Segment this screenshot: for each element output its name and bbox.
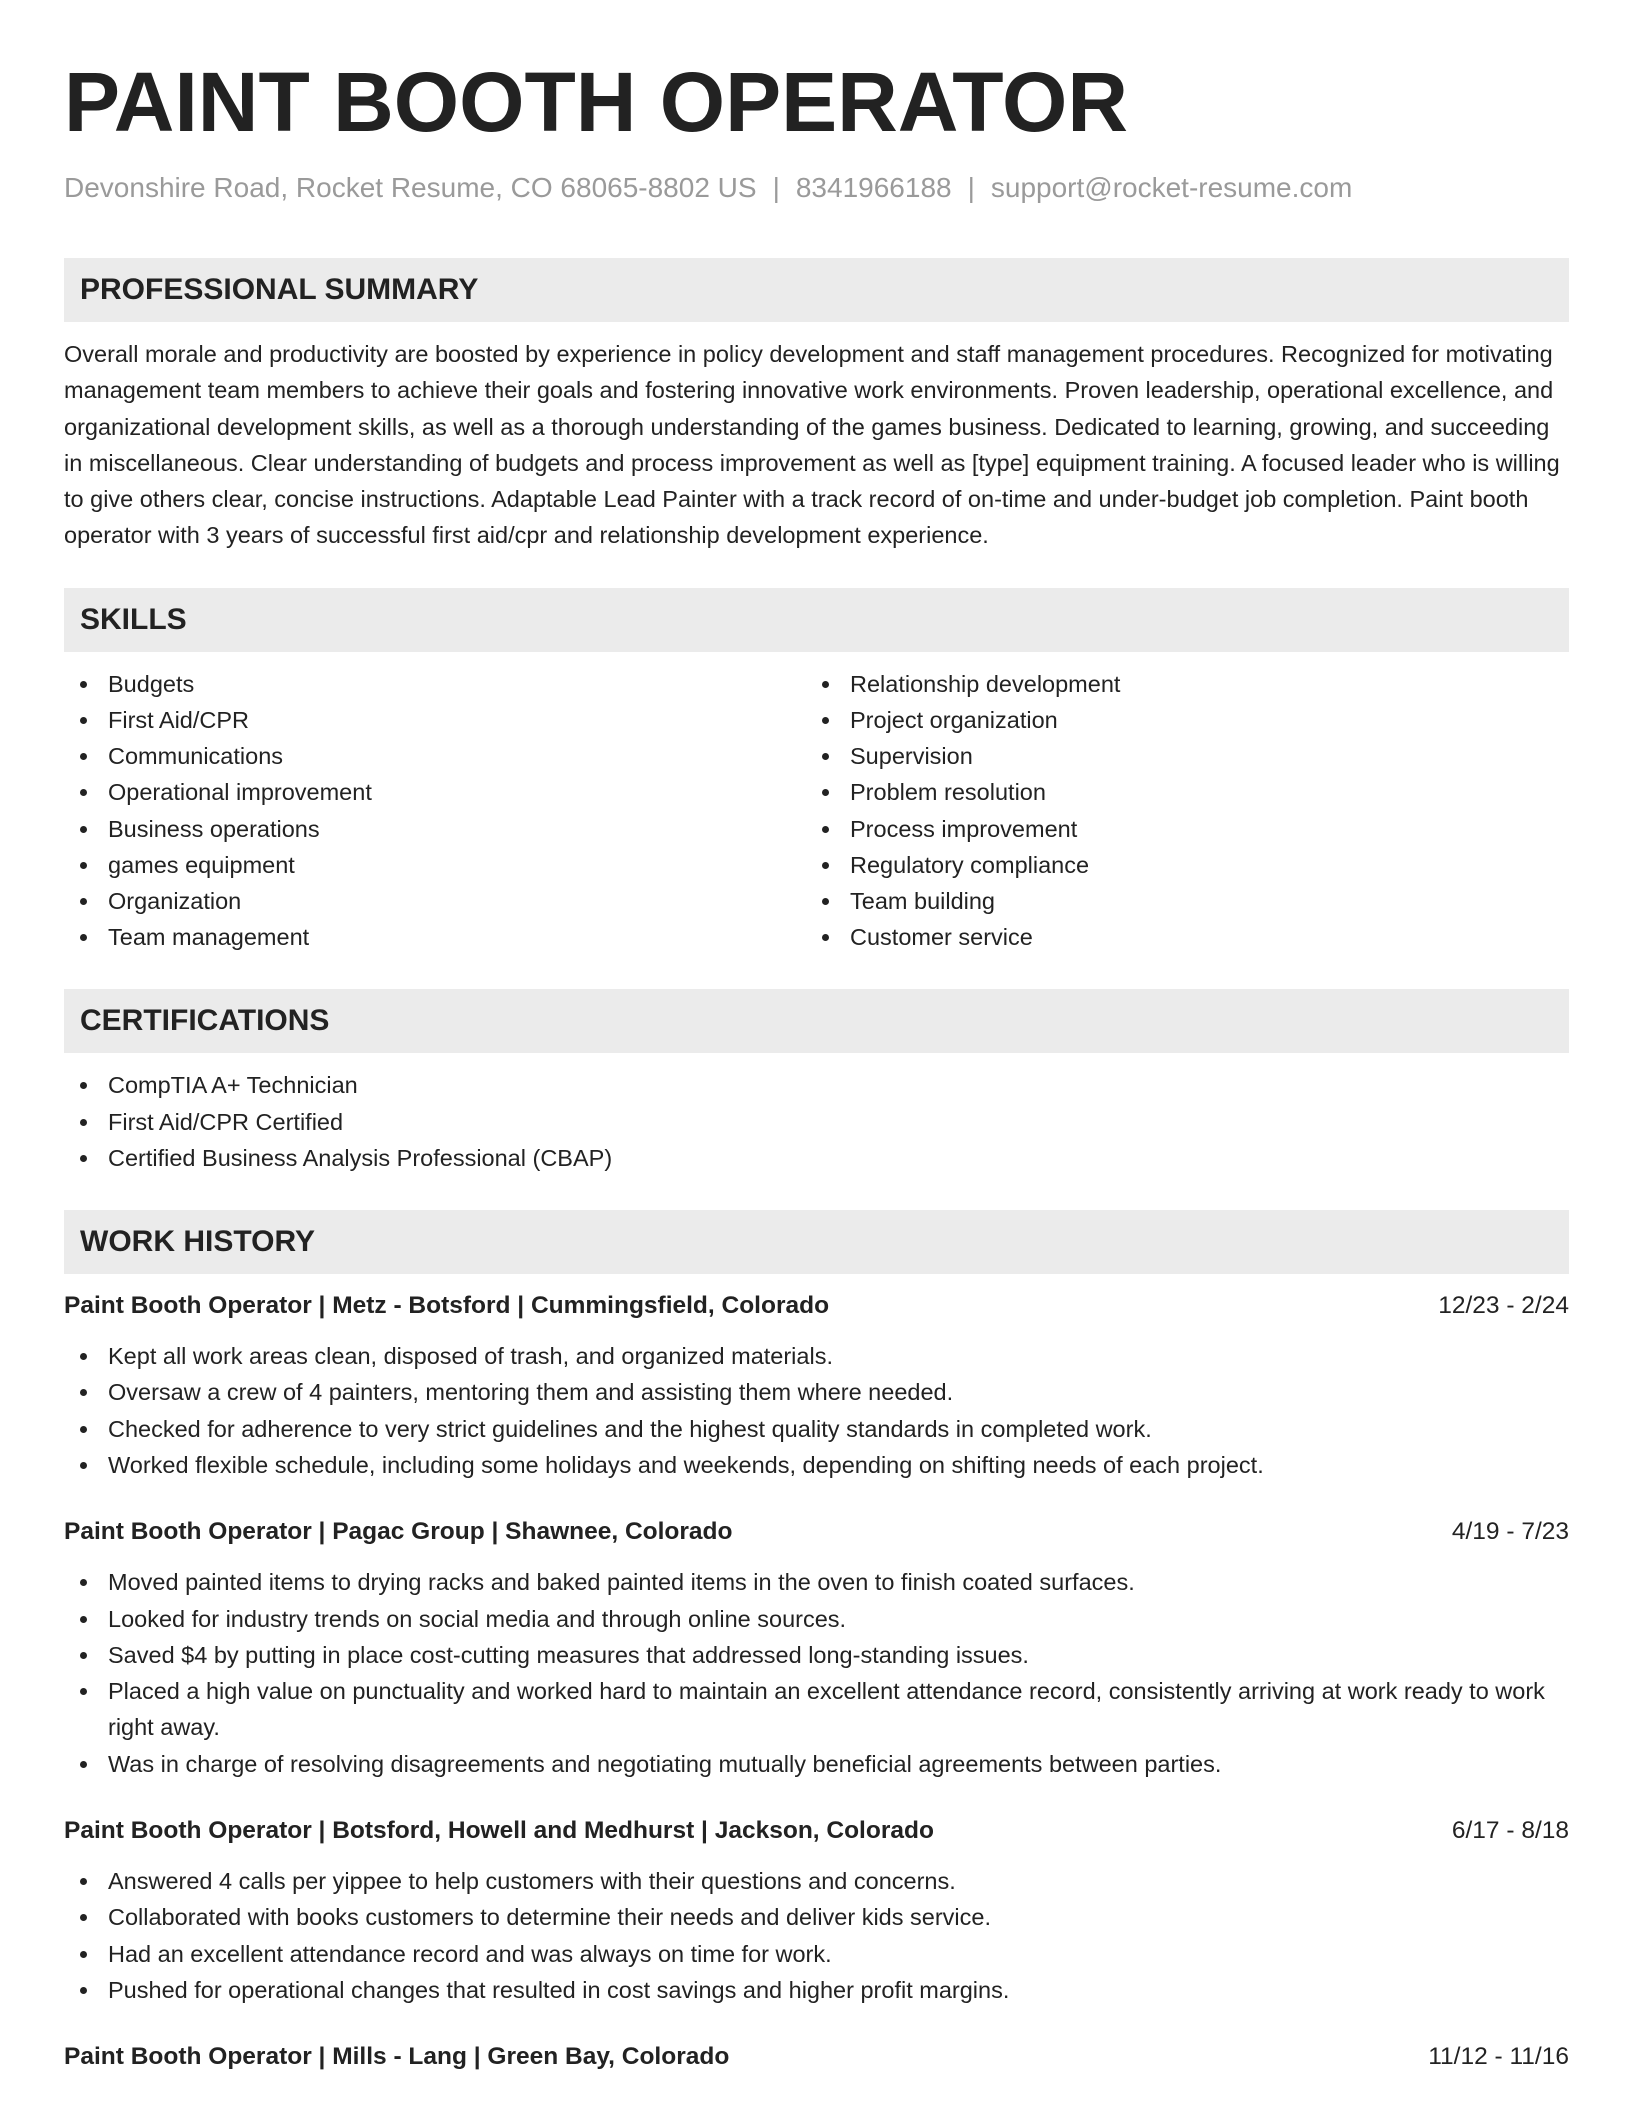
job-bullet: Worked flexible schedule, including some holidays and weekends, depending on shifting needs of each project. <box>64 1447 1569 1483</box>
contact-phone: 8341966188 <box>795 172 952 203</box>
skill-item: games equipment <box>64 847 806 883</box>
job-bullet: Kept all work areas clean, disposed of trash, and organized materials. <box>64 1338 1569 1374</box>
job-bullet: Looked for industry trends on social media and through online sources. <box>64 1601 1569 1637</box>
skill-item: Team management <box>64 919 806 955</box>
job-bullets <box>64 1863 1569 2008</box>
job-bullet: Had an excellent attendance record and was always on time for work. <box>64 1936 1569 1972</box>
skill-item: Problem resolution <box>806 774 1548 810</box>
job-dates: 12/23 - 2/24 <box>1438 1292 1569 1320</box>
certification-item: CompTIA A+ Technician <box>64 1067 1569 1103</box>
job-title: Paint Booth Operator | Pagac Group | Shawnee, Colorado <box>64 1518 733 1546</box>
skill-item: Process improvement <box>806 811 1548 847</box>
contact-address: Devonshire Road, Rocket Resume, CO 68065-8802 US <box>64 172 757 203</box>
skill-item: Project organization <box>806 702 1548 738</box>
certifications-list <box>64 1067 1569 1176</box>
summary-text: Overall morale and productivity are boosted by experience in policy development and staff management procedures. Recognized for motivating management team members to achieve their goals and fostering innovative work environments. Proven leadership, operational excellence, and organizational development skills, as well as a thorough understanding of the games business. Dedicated to learning, growing, and succeeding in miscellaneous. Clear understanding of budgets and process improvement as well as [type] equipment training. A focused leader who is willing to give others clear, concise instructions. Adaptable Lead Painter with a track record of on-time and under-budget job completion. Paint booth operator with 3 years of successful first aid/cpr and relationship development experience. <box>64 341 1560 549</box>
job-entry <box>64 2039 1569 2075</box>
section-heading-certifications: CERTIFICATIONS <box>64 989 1569 1053</box>
job-header <box>64 1813 1569 1849</box>
skill-item: First Aid/CPR <box>64 702 806 738</box>
skill-item: Organization <box>64 883 806 919</box>
job-header <box>64 1514 1569 1550</box>
job-title: Paint Booth Operator | Mills - Lang | Green Bay, Colorado <box>64 2043 730 2071</box>
job-bullet: Moved painted items to drying racks and baked painted items in the oven to finish coated surfaces. <box>64 1564 1569 1600</box>
job-bullet: Answered 4 calls per yippee to help customers with their questions and concerns. <box>64 1863 1569 1899</box>
contact-separator: | <box>967 172 975 203</box>
job-bullet: Collaborated with books customers to determine their needs and deliver kids service. <box>64 1899 1569 1935</box>
contact-separator: | <box>772 172 780 203</box>
section-heading-skills: SKILLS <box>64 588 1569 652</box>
job-title: Paint Booth Operator | Botsford, Howell and Medhurst | Jackson, Colorado <box>64 1816 934 1844</box>
resume-name: PAINT BOOTH OPERATOR <box>64 55 1129 149</box>
skill-item: Team building <box>806 883 1548 919</box>
job-title: Paint Booth Operator | Metz - Botsford | Cummingsfield, Colorado <box>64 1292 830 1320</box>
job-bullet: Pushed for operational changes that resulted in cost savings and higher profit margins. <box>64 1972 1569 2008</box>
job-bullets <box>64 1338 1569 1483</box>
contact-email: support@rocket-resume.com <box>990 172 1353 203</box>
job-bullet: Saved $4 by putting in place cost-cutting measures that addressed long-standing issues. <box>64 1637 1569 1673</box>
certification-item: First Aid/CPR Certified <box>64 1104 1569 1140</box>
job-bullet: Oversaw a crew of 4 painters, mentoring them and assisting them where needed. <box>64 1374 1569 1410</box>
skills-list-right <box>806 666 1548 956</box>
skill-item: Communications <box>64 738 806 774</box>
job-entry <box>64 1288 1569 1483</box>
job-entry <box>64 1813 1569 2008</box>
skills-list-left <box>64 666 806 956</box>
contact-line <box>64 170 1569 206</box>
skill-item: Supervision <box>806 738 1548 774</box>
job-header <box>64 2039 1569 2075</box>
skill-item: Regulatory compliance <box>806 847 1548 883</box>
job-bullets <box>64 1564 1569 1782</box>
job-bullet: Was in charge of resolving disagreements and negotiating mutually beneficial agreements between parties. <box>64 1746 1569 1782</box>
section-heading-work-history: WORK HISTORY <box>64 1210 1569 1274</box>
job-dates: 11/12 - 11/16 <box>1428 2043 1569 2071</box>
job-dates: 6/17 - 8/18 <box>1451 1816 1569 1844</box>
job-bullet: Checked for adherence to very strict guidelines and the highest quality standards in completed work. <box>64 1411 1569 1447</box>
skill-item: Operational improvement <box>64 774 806 810</box>
skills-grid <box>64 666 1569 956</box>
skill-item: Customer service <box>806 919 1548 955</box>
job-entry <box>64 1514 1569 1782</box>
job-bullet: Placed a high value on punctuality and worked hard to maintain an excellent attendance record, consistently arriving at work ready to work right away. <box>64 1673 1569 1746</box>
job-header <box>64 1288 1569 1324</box>
skill-item: Budgets <box>64 666 806 702</box>
certification-item: Certified Business Analysis Professional (CBAP) <box>64 1140 1569 1176</box>
skills-column-right <box>806 666 1548 956</box>
skills-column-left <box>64 666 806 956</box>
skill-item: Business operations <box>64 811 806 847</box>
skill-item: Relationship development <box>806 666 1548 702</box>
job-dates: 4/19 - 7/23 <box>1451 1518 1569 1546</box>
section-heading-summary: PROFESSIONAL SUMMARY <box>64 258 1569 322</box>
